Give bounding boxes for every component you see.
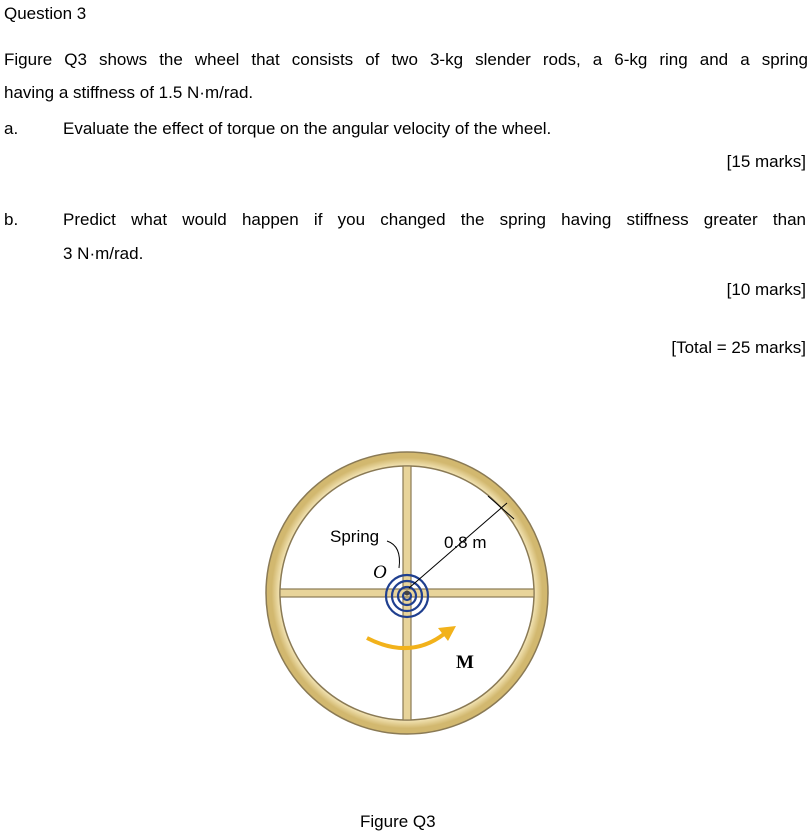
part-b-label: b. [4, 210, 19, 229]
radius-label: 0.8 m [444, 533, 487, 552]
moment-label: M [456, 652, 474, 673]
part-a-marks: [15 marks] [726, 152, 806, 171]
intro-line-1: Figure Q3 shows the wheel that consists of two 3-kg slender rods, a 6-kg ring and a spring [4, 50, 808, 69]
part-a-text: Evaluate the effect of torque on the angular velocity of the wheel. [63, 119, 552, 138]
figure-caption: Figure Q3 [360, 812, 436, 831]
spring-label: Spring [330, 527, 380, 546]
part-b-text-line-1: Predict what would happen if you changed the spring having stiffness greater than [63, 210, 806, 229]
question-heading: Question 3 [4, 4, 87, 23]
center-pin [405, 591, 410, 596]
intro-line-2: having a stiffness of 1.5 N·m/rad. [4, 83, 254, 102]
wheel-figure [262, 448, 552, 743]
part-a-label: a. [4, 119, 19, 138]
wheel-diagram [262, 448, 552, 738]
total-marks: [Total = 25 marks] [671, 338, 806, 357]
part-b-text-line-2: 3 N·m/rad. [63, 244, 144, 263]
part-b-marks: [10 marks] [726, 280, 806, 299]
center-label: O [373, 562, 387, 583]
